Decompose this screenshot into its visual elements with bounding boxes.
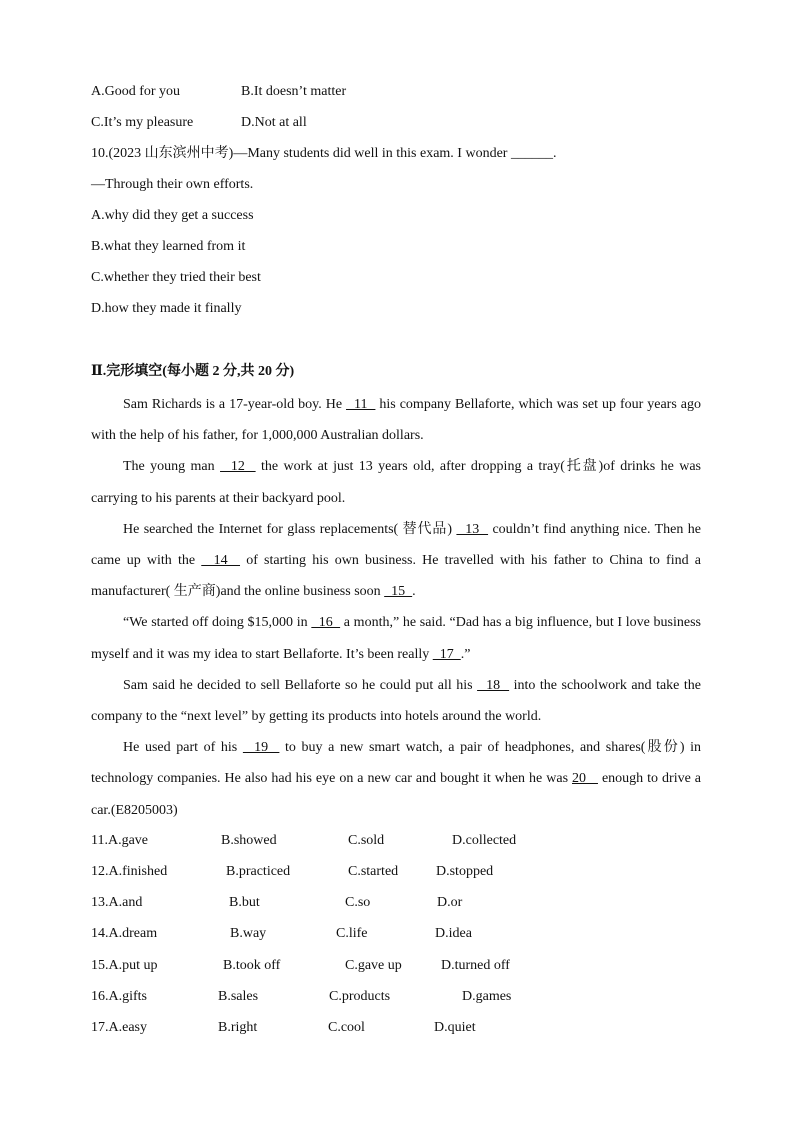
choice-number: 17. [91, 1020, 109, 1035]
passage-paragraph-2 [91, 451, 701, 513]
blank-17: 17 [432, 646, 461, 662]
choice-option-d: D.idea [435, 926, 472, 941]
q10-option-b: B.what they learned from it [91, 239, 246, 254]
passage-text: a month,” he said. “Dad has a big influence, but I love business myself and it was my idea to start Bellaforte. It’s been really [91, 615, 702, 662]
choice-option-a: A.gifts [108, 989, 147, 1004]
q9-option-d: D.Not at all [241, 115, 307, 130]
blank-18: 18 [477, 677, 510, 693]
q10-option-d: D.how they made it finally [91, 301, 242, 316]
q10-option-c: C.whether they tried their best [91, 270, 261, 285]
choice-option-a: A.finished [108, 864, 168, 879]
choice-option-b: B.took off [223, 958, 281, 973]
passage-text: the work at just 13 years old, after dropping a tray(托盘)of drinks he was carrying to his parents at their backyard pool. [91, 459, 702, 506]
choice-number: 14. [91, 926, 109, 941]
choice-option-d: D.games [462, 989, 512, 1004]
q9-options-row-1 [91, 82, 347, 102]
q10-option-a: A.why did they get a success [91, 208, 254, 223]
choice-option-b: B.sales [218, 989, 259, 1004]
choice-option-d: D.or [437, 895, 463, 910]
choice-number: 13. [91, 895, 109, 910]
choice-option-a: A.and [108, 895, 143, 910]
blank-14: 14 [201, 553, 241, 569]
choice-option-a: A.dream [108, 926, 158, 941]
choice-option-b: B.right [218, 1020, 258, 1035]
passage-text: of starting his own business. He travelled with his father to China to find a manufacturer( 生产商)and the online business soon [91, 553, 701, 600]
choice-number: 16. [91, 989, 109, 1004]
cloze-passage [91, 389, 701, 826]
choice-option-d: D.collected [452, 833, 517, 848]
q9-option-b: B.It doesn’t matter [241, 84, 347, 99]
choice-option-b: B.but [229, 895, 260, 910]
passage-paragraph-4 [91, 607, 701, 669]
choice-number: 11. [91, 833, 108, 848]
choice-option-a: A.put up [108, 958, 158, 973]
choice-option-b: B.practiced [226, 864, 291, 879]
choice-option-c: C.products [329, 989, 391, 1004]
passage-text: couldn’t find anything nice. Then he came up with the [91, 521, 702, 569]
passage-text: enough to drive a car.(E8205003) [91, 771, 701, 818]
blank-13: 13 [456, 521, 489, 537]
choice-row-16 [91, 987, 512, 1007]
q10-reply: —Through their own efforts. [91, 177, 254, 192]
choice-row-15 [91, 956, 510, 976]
choice-option-c: C.so [345, 895, 371, 910]
passage-text: .” [460, 646, 471, 662]
passage-paragraph-3 [91, 514, 701, 608]
passage-paragraph-6 [91, 732, 701, 826]
choice-option-d: D.turned off [441, 958, 510, 973]
q9-option-a: A.Good for you [91, 84, 181, 99]
passage-paragraph-5 [91, 670, 701, 732]
choice-option-c: C.sold [348, 833, 385, 848]
blank-11: 11 [346, 397, 376, 412]
choice-number: 15. [91, 958, 109, 973]
passage-text: his company Bellaforte, which was set up four years ago with the help of his father, for 1,000,000 Australian dollars. [91, 397, 701, 444]
blank-19: 19 [242, 740, 280, 756]
choice-number: 12. [91, 864, 109, 879]
choice-option-c: C.started [348, 864, 399, 879]
passage-text: Sam said he decided to sell Bellaforte so he could put all his [123, 677, 478, 693]
blank-16: 16 [311, 615, 341, 631]
choice-row-11 [91, 831, 517, 851]
choice-option-c: C.life [336, 926, 368, 941]
choice-row-17 [91, 1018, 476, 1038]
choice-row-14 [91, 924, 472, 944]
passage-text: He searched the Internet for glass replacements( 替代品) [123, 521, 457, 537]
passage-text: into the schoolwork and take the company to the “next level” by getting its products into hotels around the world. [91, 677, 701, 725]
choice-option-d: D.quiet [434, 1020, 476, 1035]
passage-text: . [412, 584, 416, 600]
choice-row-13 [91, 893, 463, 913]
blank-12: 12 [220, 459, 256, 475]
choice-option-d: D.stopped [436, 864, 494, 879]
passage-paragraph-1 [91, 389, 701, 451]
choice-option-b: B.showed [221, 833, 277, 848]
blank-20: 20 [572, 771, 598, 787]
choice-option-b: B.way [230, 926, 267, 941]
choice-option-a: A.gave [107, 833, 149, 848]
q10-stem: 10.(2023 山东滨州中考)—Many students did well in this exam. I wonder ______. [91, 146, 557, 161]
section-title: Ⅱ.完形填空(每小题 2 分,共 20 分) [91, 364, 295, 379]
choice-option-a: A.easy [108, 1020, 147, 1035]
q9-option-c: C.It’s my pleasure [91, 115, 194, 130]
passage-text: He used part of his [123, 740, 243, 756]
q9-options-row-2 [91, 113, 307, 133]
passage-text: “We started off doing $15,000 in [123, 615, 312, 631]
choice-option-c: C.cool [328, 1020, 365, 1035]
choice-row-12 [91, 862, 494, 882]
passage-text: to buy a new smart watch, a pair of headphones, and shares(股份) in technology companies. He also had his eye on a new car and bought it when he was [91, 740, 701, 787]
passage-text: Sam Richards is a 17-year-old boy. He [123, 397, 347, 412]
choice-option-c: C.gave up [345, 958, 402, 973]
blank-15: 15 [384, 584, 413, 600]
passage-text: The young man [123, 459, 221, 475]
